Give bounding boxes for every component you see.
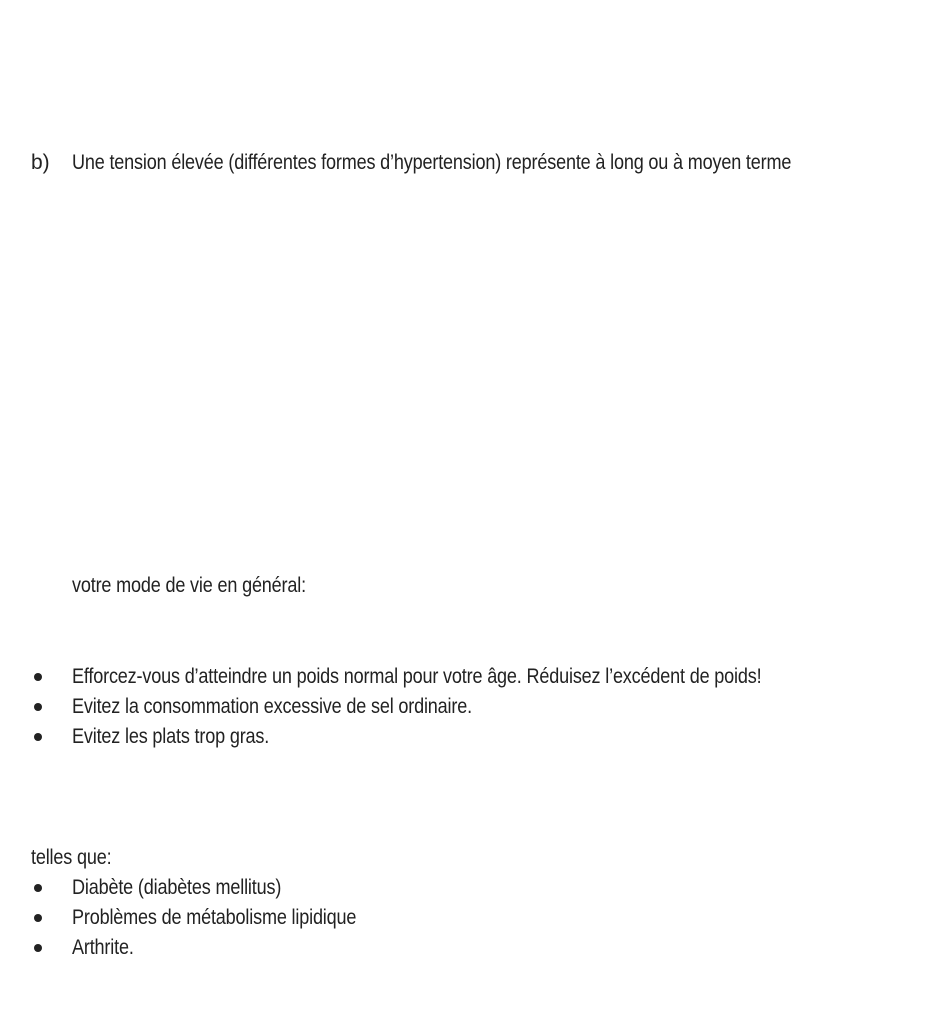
bullet-icon xyxy=(34,703,42,711)
recommendation-item: Evitez la consommation excessive de sel ordinaire. xyxy=(72,695,472,718)
bullet-icon xyxy=(34,884,42,892)
condition-item: Arthrite. xyxy=(72,936,134,959)
section-b-line-1: Une tension élevée (différentes formes d’hypertension) représente à long ou à moyen terme xyxy=(72,151,792,174)
conditions-intro: telles que: xyxy=(31,846,112,869)
recommendation-item: Evitez les plats trop gras. xyxy=(72,725,270,748)
section-marker-b: b) xyxy=(31,151,50,174)
condition-item: Problèmes de métabolisme lipidique xyxy=(72,906,357,929)
section-b-line-2: votre mode de vie en général: xyxy=(72,574,306,597)
bullet-icon xyxy=(34,673,42,681)
condition-item: Diabète (diabètes mellitus) xyxy=(72,876,282,899)
bullet-icon xyxy=(34,914,42,922)
recommendation-item: Efforcez-vous d’atteindre un poids normal pour votre âge. Réduisez l’excédent de poids! xyxy=(72,665,762,688)
bullet-icon xyxy=(34,733,42,741)
bullet-icon xyxy=(34,944,42,952)
